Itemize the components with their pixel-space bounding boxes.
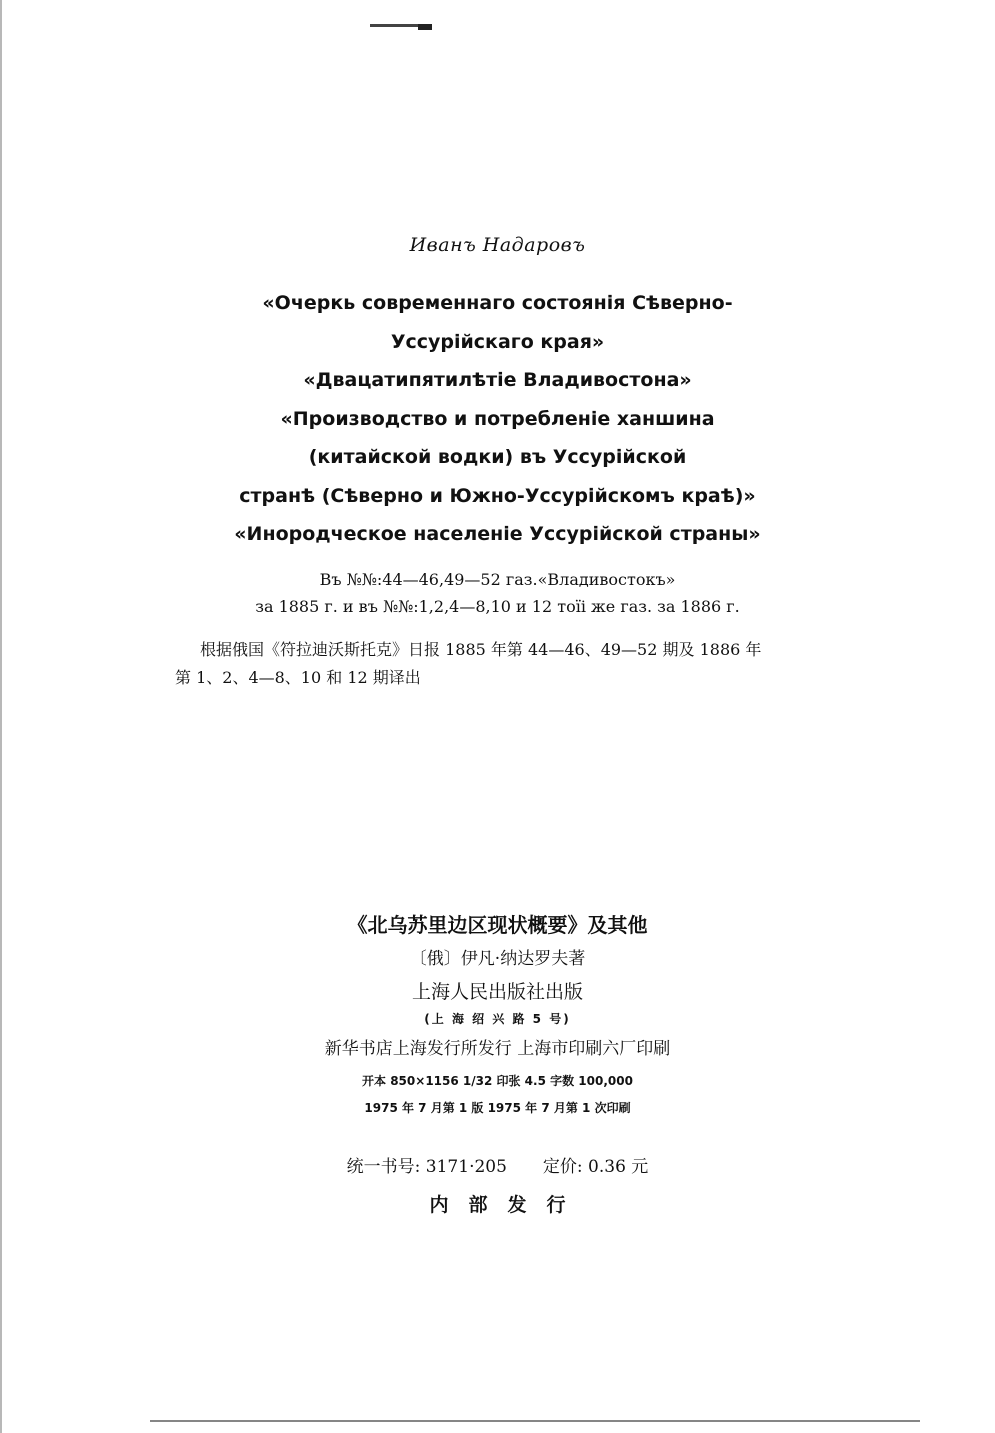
- titles-ru: [0, 284, 995, 554]
- price: 定价: 0.36 元: [542, 1157, 649, 1177]
- source-line: Въ №№:44—46,49—52 газ.«Владивостокъ»: [319, 570, 676, 589]
- source-line: за 1885 г. и въ №№:1,2,4—8,10 и 12 тоїі же газ. за 1886 г.: [255, 597, 740, 616]
- colophon-edition: 1975 年 7 月第 1 版 1975 年 7 月第 1 次印刷: [364, 1101, 631, 1115]
- colophon-author: 〔俄〕伊凡·纳达罗夫著: [409, 949, 586, 969]
- title-line: (китайской водки) въ Уссурійской: [308, 446, 687, 468]
- title-line: «Двацатипятилѣтіе Владивостона»: [303, 369, 692, 391]
- scan-mark-bottom: [150, 1420, 920, 1422]
- title-line: странѣ (Сѣверно и Южно-Уссурійскомъ краѣ)»: [239, 484, 756, 507]
- colophon: [0, 908, 995, 1228]
- translation-note-zh: [175, 636, 815, 692]
- source-ru: [0, 566, 995, 620]
- title-line: «Производство и потребленіе ханшина: [280, 407, 715, 430]
- title-line: «Инородческое населеніе Уссурійской страны»: [234, 523, 761, 545]
- title-line: Уссурійскаго края»: [390, 330, 605, 353]
- colophon-address: (上 海 绍 兴 路 5 号): [424, 1012, 571, 1026]
- colophon-publisher: 上海人民出版社出版: [411, 981, 583, 1003]
- scan-mark-top-dot: [418, 24, 432, 30]
- colophon-distribution: 新华书店上海发行所发行 上海市印刷六厂印刷: [324, 1039, 671, 1059]
- colophon-title: 《北乌苏里边区现状概要》及其他: [347, 913, 648, 937]
- title-line: «Очеркь современнаго состоянія Сѣверно-: [262, 292, 733, 314]
- author-name-ru: Иванъ Надаровъ: [409, 234, 586, 256]
- note-line: 第 1、2、4—8、10 和 12 期译出: [175, 668, 421, 687]
- colophon-price-row: [0, 1152, 995, 1182]
- colophon-format: 开本 850×1156 1/32 印张 4.5 字数 100,000: [362, 1074, 633, 1088]
- note-line: 根据俄国《符拉迪沃斯托克》日报 1885 年第 44—46、49—52 期及 1886 年: [200, 640, 762, 659]
- circulation-note: 内部发行: [429, 1194, 586, 1216]
- book-number: 统一书号: 3171·205: [346, 1157, 507, 1177]
